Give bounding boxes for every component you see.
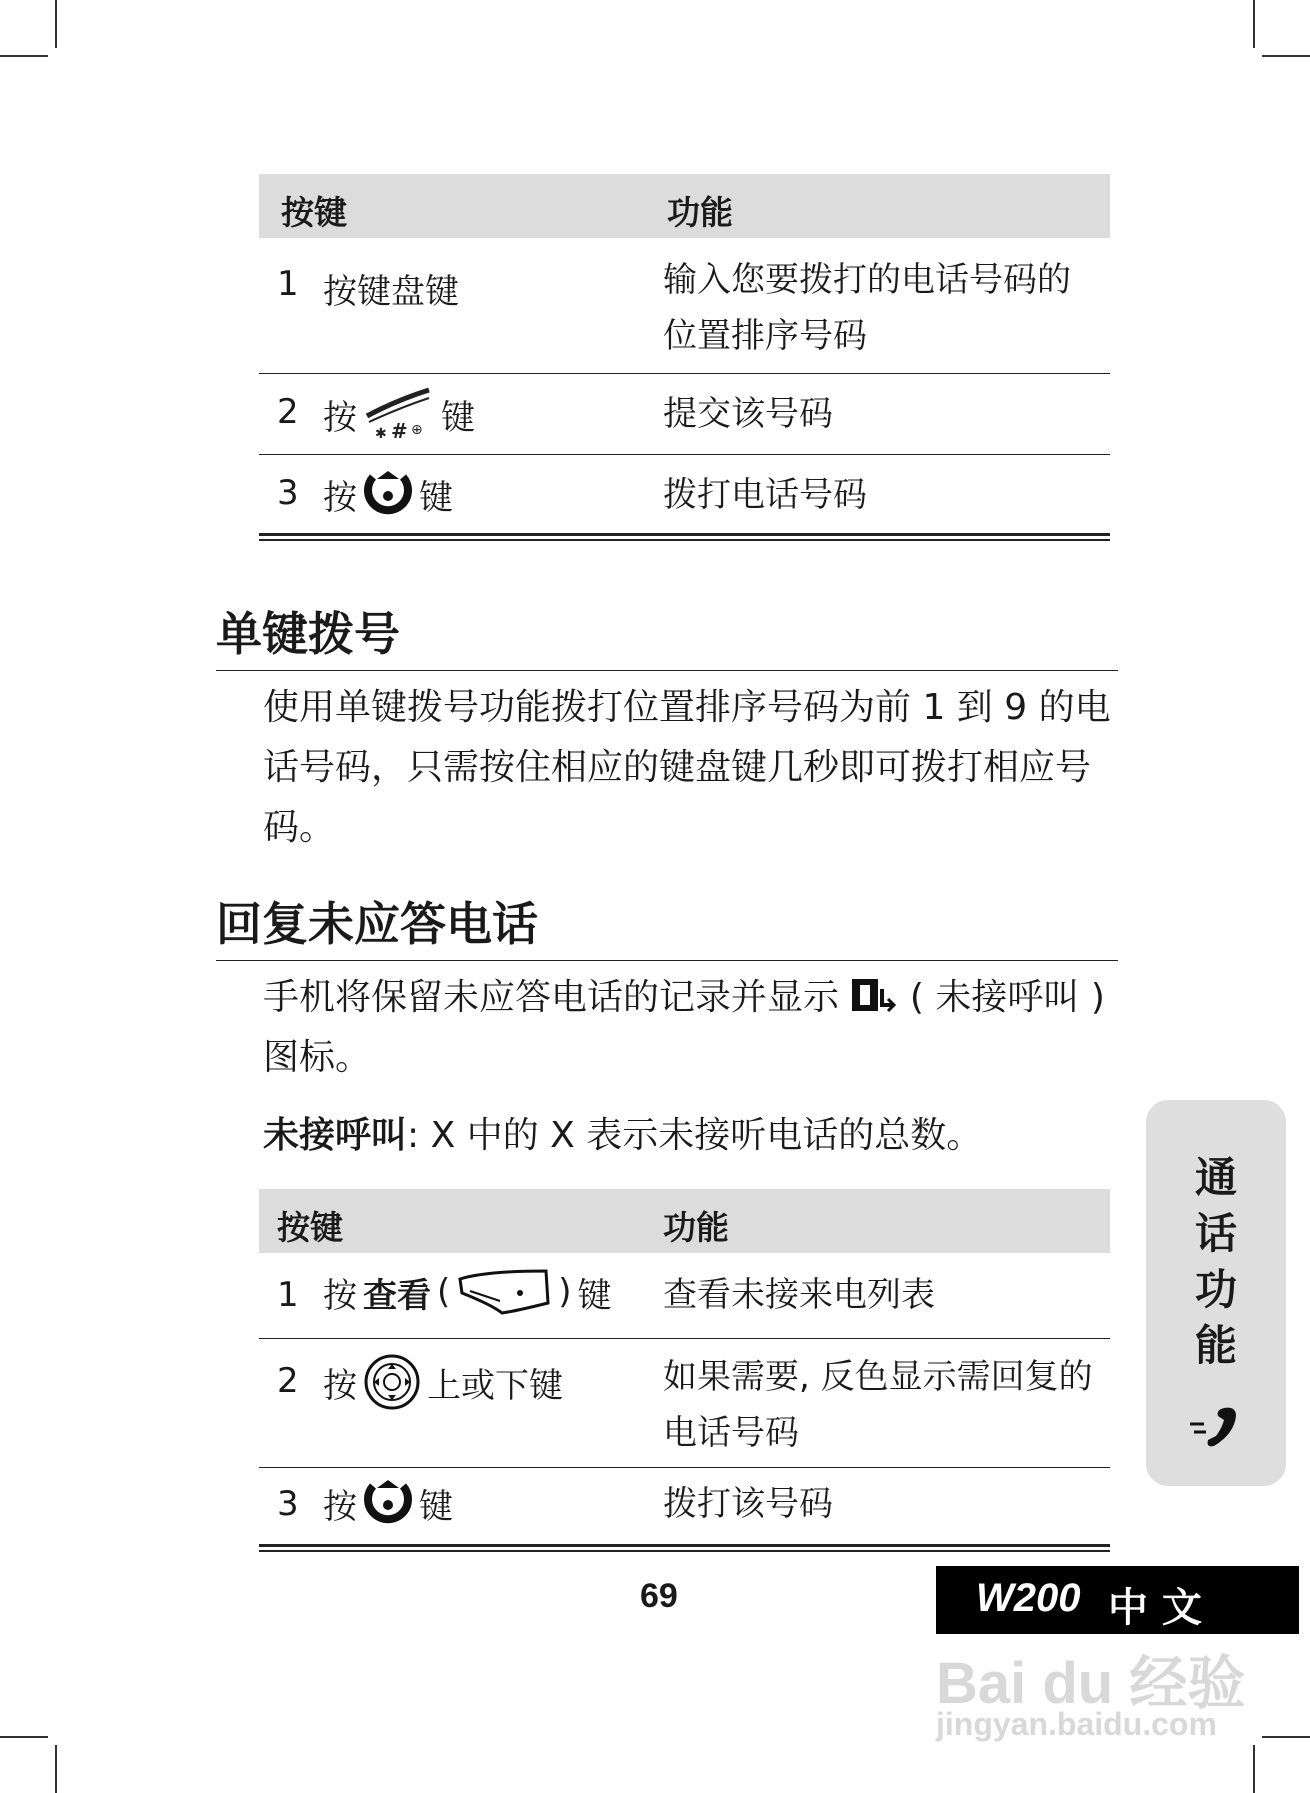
table-row [259,1253,1110,1339]
table-row [259,1468,1110,1545]
section-heading: 回复未应答电话 [216,888,1118,961]
row-number: 2 [277,1361,299,1401]
key-suffix: 键 [419,1486,453,1527]
body-text: ( 未接呼叫 ) [909,977,1105,1018]
key-suffix: 键 [441,397,475,438]
body-text: 图标。 [263,1037,372,1078]
header-key: 按键 [277,1208,343,1247]
row-function: 拨打该号码 [663,1484,833,1524]
model-name: W200 [976,1576,1081,1620]
row-number: 3 [277,1484,299,1524]
crop-mark [0,55,48,57]
key-label: 按键盘键 [323,272,459,312]
tab-char: 功 [1194,1265,1237,1314]
crop-mark [55,0,57,48]
watermark-brand: Bai du 经验 [936,1651,1246,1716]
svg-text:#: # [391,419,408,442]
row-key [323,386,475,442]
row-function: 查看未接来电列表 [663,1275,935,1315]
table-row [259,1339,1110,1468]
row-number: 1 [277,264,299,304]
key-label: 按 [323,1275,357,1316]
tab-char: 话 [1194,1209,1237,1258]
crop-mark [1262,55,1310,57]
paren-open: ( [437,1272,451,1312]
crop-mark [1253,0,1255,48]
table-bottom-rule [259,534,1110,541]
phone-handset-icon [1186,1402,1246,1452]
section-body: 使用单键拨号功能拨打位置排序号码为前 1 到 9 的电话号码，只需按住相应的键盘键几秒即可拨打相应号码。 [263,687,1111,848]
svg-text:✱: ✱ [375,426,387,442]
key-label: 按 [323,477,357,518]
left-soft-key-icon [456,1267,552,1317]
table-row [259,455,1110,534]
language-label: 中 文 [1108,1585,1202,1631]
table-row [259,374,1110,455]
crop-mark [0,1736,48,1738]
header-function: 功能 [667,193,733,232]
row-key [323,1478,453,1528]
missed-call-note [263,1106,1118,1166]
crop-mark [1253,1745,1255,1793]
missed-call-icon [850,975,898,1015]
watermark-url: jingyan.baidu.com [936,1706,1217,1742]
row-function: 输入您要拨打的电话号码的位置排序号码 [663,260,1071,356]
crop-mark [1262,1736,1310,1738]
header-key: 按键 [281,193,347,232]
key-label-bold: 查看 [363,1275,431,1316]
tab-char: 通 [1194,1153,1237,1202]
svg-text:⊕: ⊕ [411,422,423,438]
row-function: 拨打电话号码 [663,475,867,515]
row-number: 1 [277,1275,299,1315]
key-suffix: 键 [577,1275,612,1316]
table-row [259,238,1110,374]
hash-key-icon [363,386,435,442]
key-label: 按 [323,1365,357,1406]
send-key-icon [363,469,413,519]
chapter-tab [1146,1100,1286,1486]
key-suffix: 键 [419,477,453,518]
chapter-tab-label [1146,1150,1286,1374]
model-banner [936,1566,1299,1634]
nav-key-icon [363,1353,421,1411]
section-heading: 单键拨号 [216,598,1118,671]
row-function: 提交该号码 [663,394,833,434]
header-function: 功能 [663,1208,729,1247]
key-suffix: 上或下键 [427,1365,563,1406]
table-header [259,1189,1110,1253]
crop-mark [55,1745,57,1793]
send-key-icon [363,1478,413,1528]
row-number: 3 [277,473,299,513]
table-bottom-rule [259,1545,1110,1552]
key-label: 按 [323,1486,357,1527]
row-key [323,264,459,313]
page-number: 69 [640,1577,678,1615]
key-label: 按 [323,397,357,438]
tab-char: 能 [1194,1321,1237,1370]
row-key [323,1353,563,1411]
row-key [323,1267,612,1317]
missed-call-table [259,1189,1110,1552]
row-key [323,469,453,519]
row-function: 如果需要, 反色显示需回复的电话号码 [663,1357,1093,1453]
body-text: 手机将保留未应答电话的记录并显示 [263,977,840,1018]
row-number: 2 [277,392,299,432]
section-body [263,968,1118,1088]
note-label: 未接呼叫 [263,1115,408,1156]
paren-close: ) [558,1272,572,1312]
speed-dial-table [259,174,1110,541]
note-text: : X 中的 X 表示未接听电话的总数。 [407,1115,983,1156]
table-header [259,174,1110,238]
